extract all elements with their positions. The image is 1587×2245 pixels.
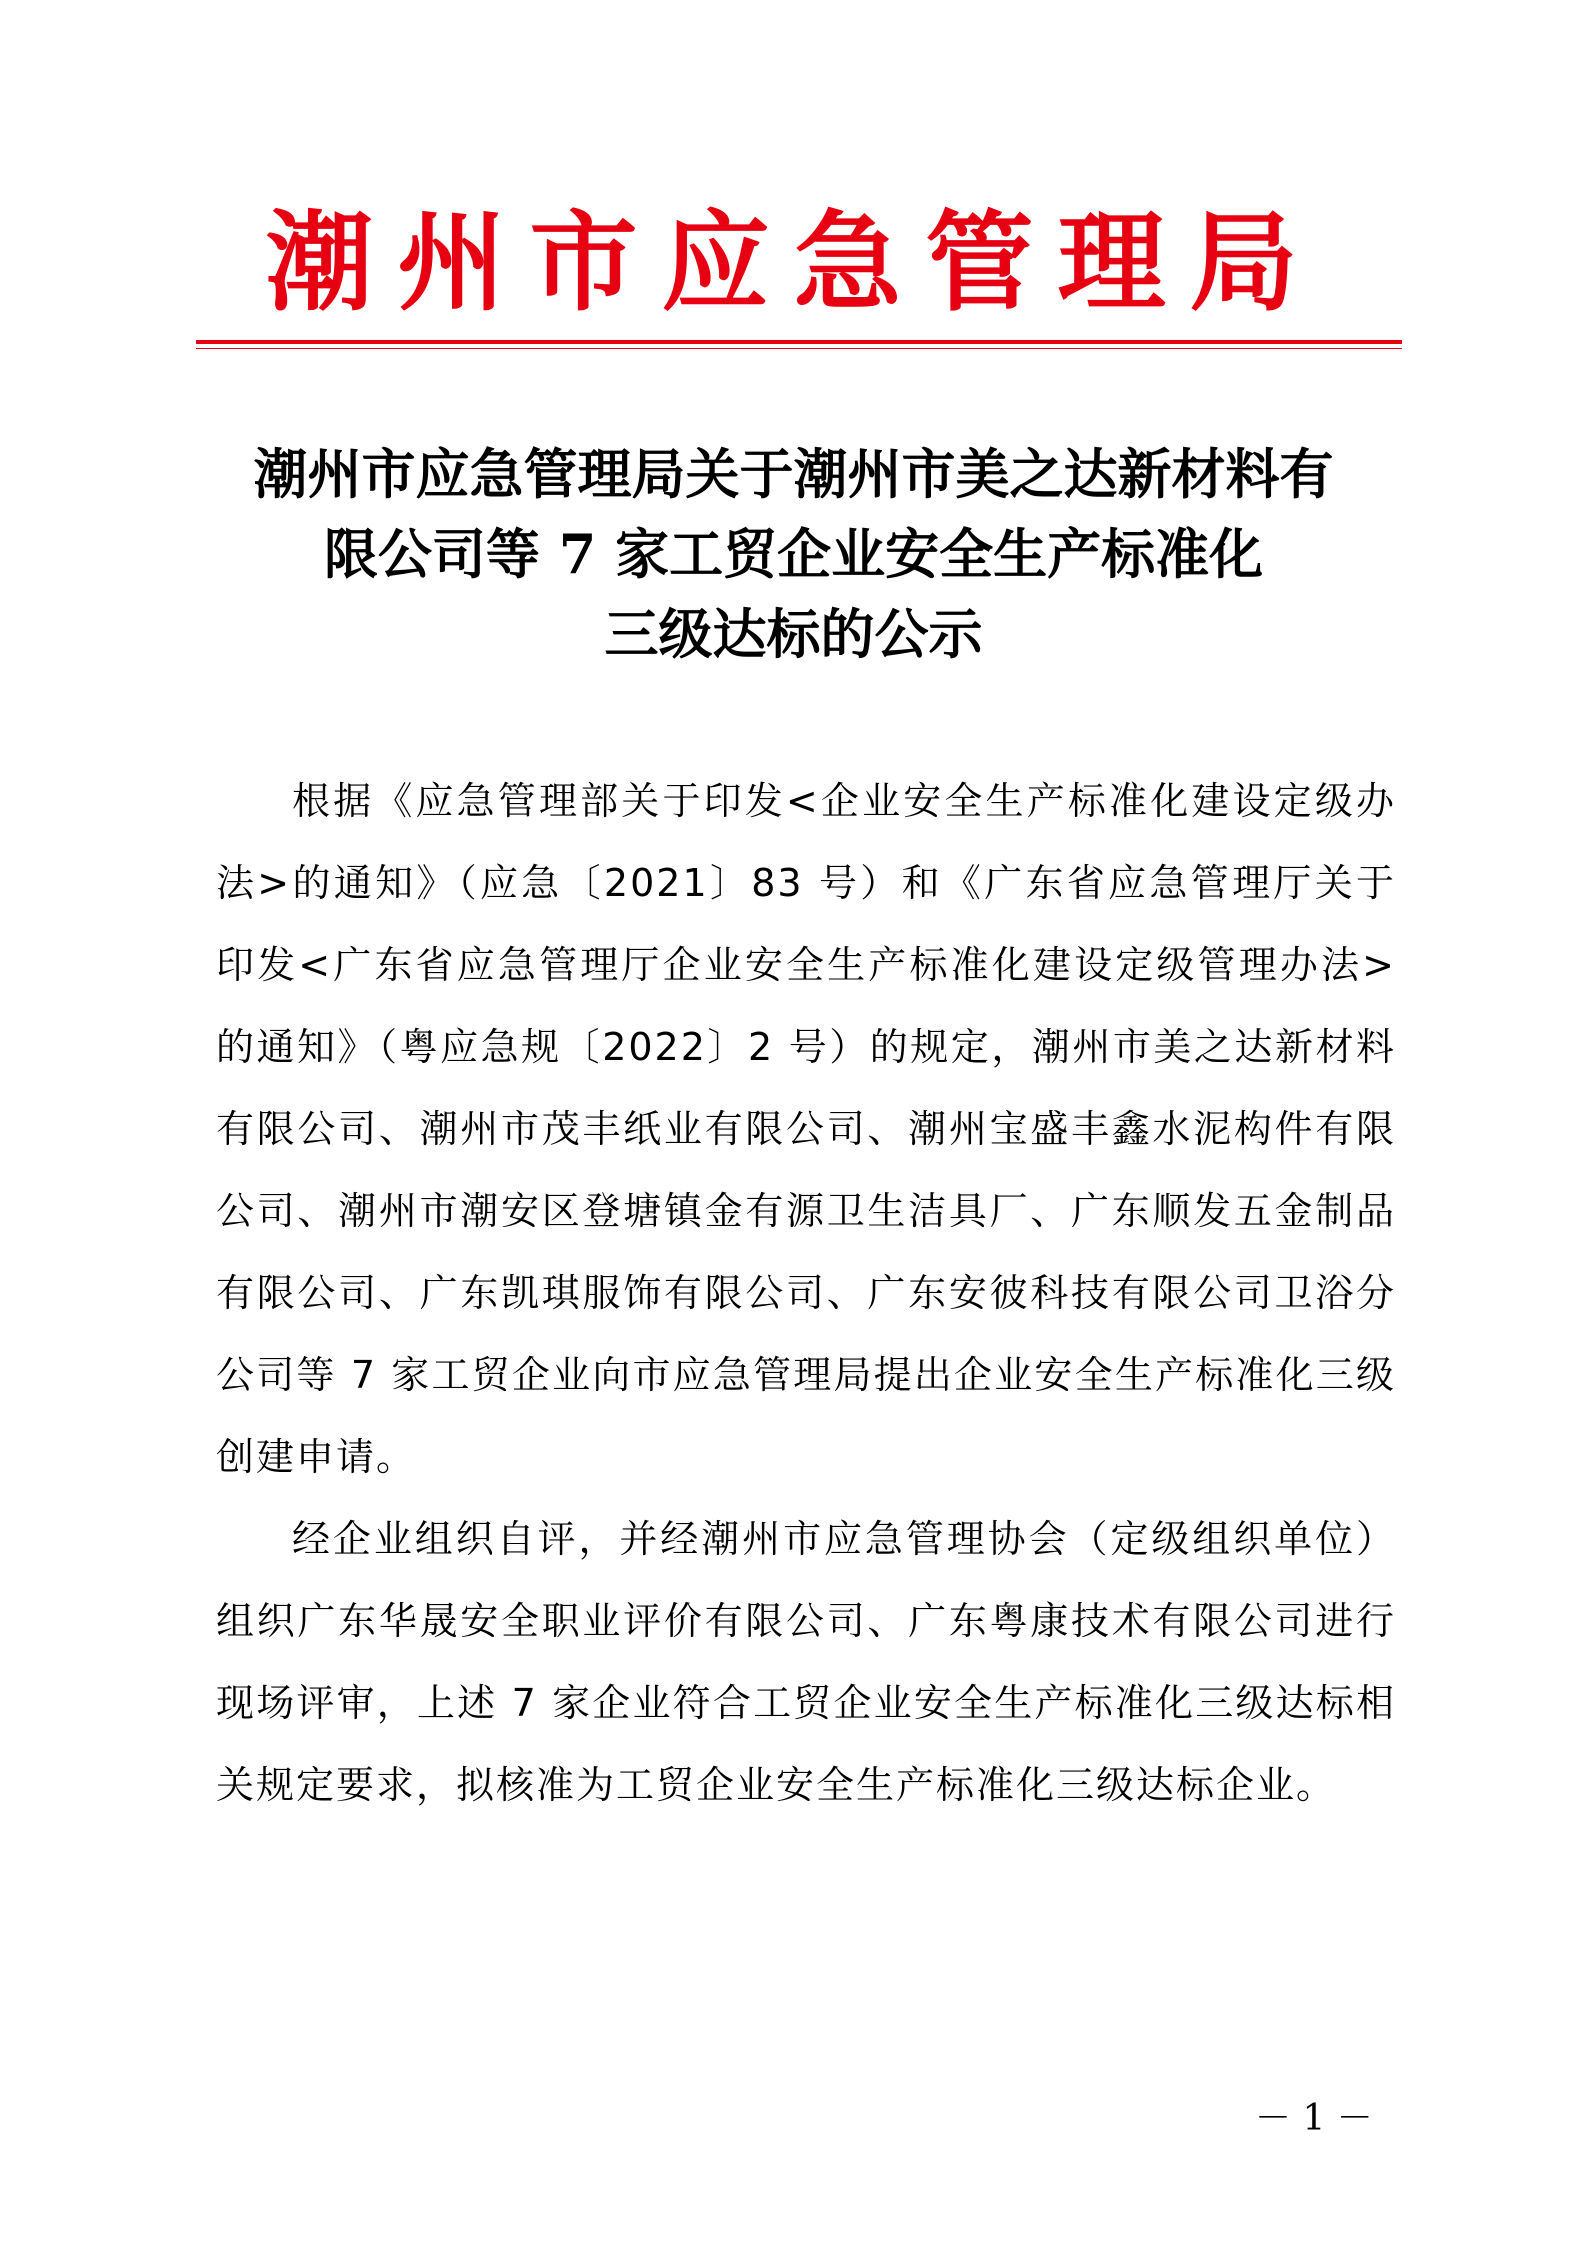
document-title [150,434,1437,674]
letterhead-divider-thick [196,340,1402,344]
title-line-3: 三级达标的公示 [604,602,983,666]
letterhead-agency-name: 潮州市应急管理局 [265,200,1322,326]
body-paragraph-2: 经企业组织自评，并经潮州市应急管理协会（定级组织单位）组织广东华晟安全职业评价有限公司、广东粤康技术有限公司进行现场评审，上述 7 家企业符合工贸企业安全生产标准化三级达标相关规定要求，拟核准为工贸企业安全生产标准化三级达标企业。 [216,1517,1396,1807]
letterhead-divider-thin [196,348,1402,349]
title-line-2: 限公司等 7 家工贸企业安全生产标准化 [323,522,1264,586]
title-line-1: 潮州市应急管理局关于潮州市美之达新材料有 [253,442,1334,506]
page-number: － 1 － [1255,2098,1373,2139]
body-paragraph-1: 根据《应急管理部关于印发<企业安全生产标准化建设定级办法>的通知》（应急〔2021〕83 号）和《广东省应急管理厅关于印发<广东省应急管理厅企业安全生产标准化建设定级管理办法>的通知》（粤应急规〔2022〕2 号）的规定，潮州市美之达新材料有限公司、潮州市茂丰纸业有限公司、潮州宝盛丰鑫水泥构件有限公司、潮州市潮安区登塘镇金有源卫生洁具厂、广东顺发五金制品有限公司、广东凯琪服饰有限公司、广东安彼科技有限公司卫浴分公司等 7 家工贸企业向市应急管理局提出企业安全生产标准化三级创建申请。 [216,779,1396,1479]
document-body [216,760,1396,1826]
